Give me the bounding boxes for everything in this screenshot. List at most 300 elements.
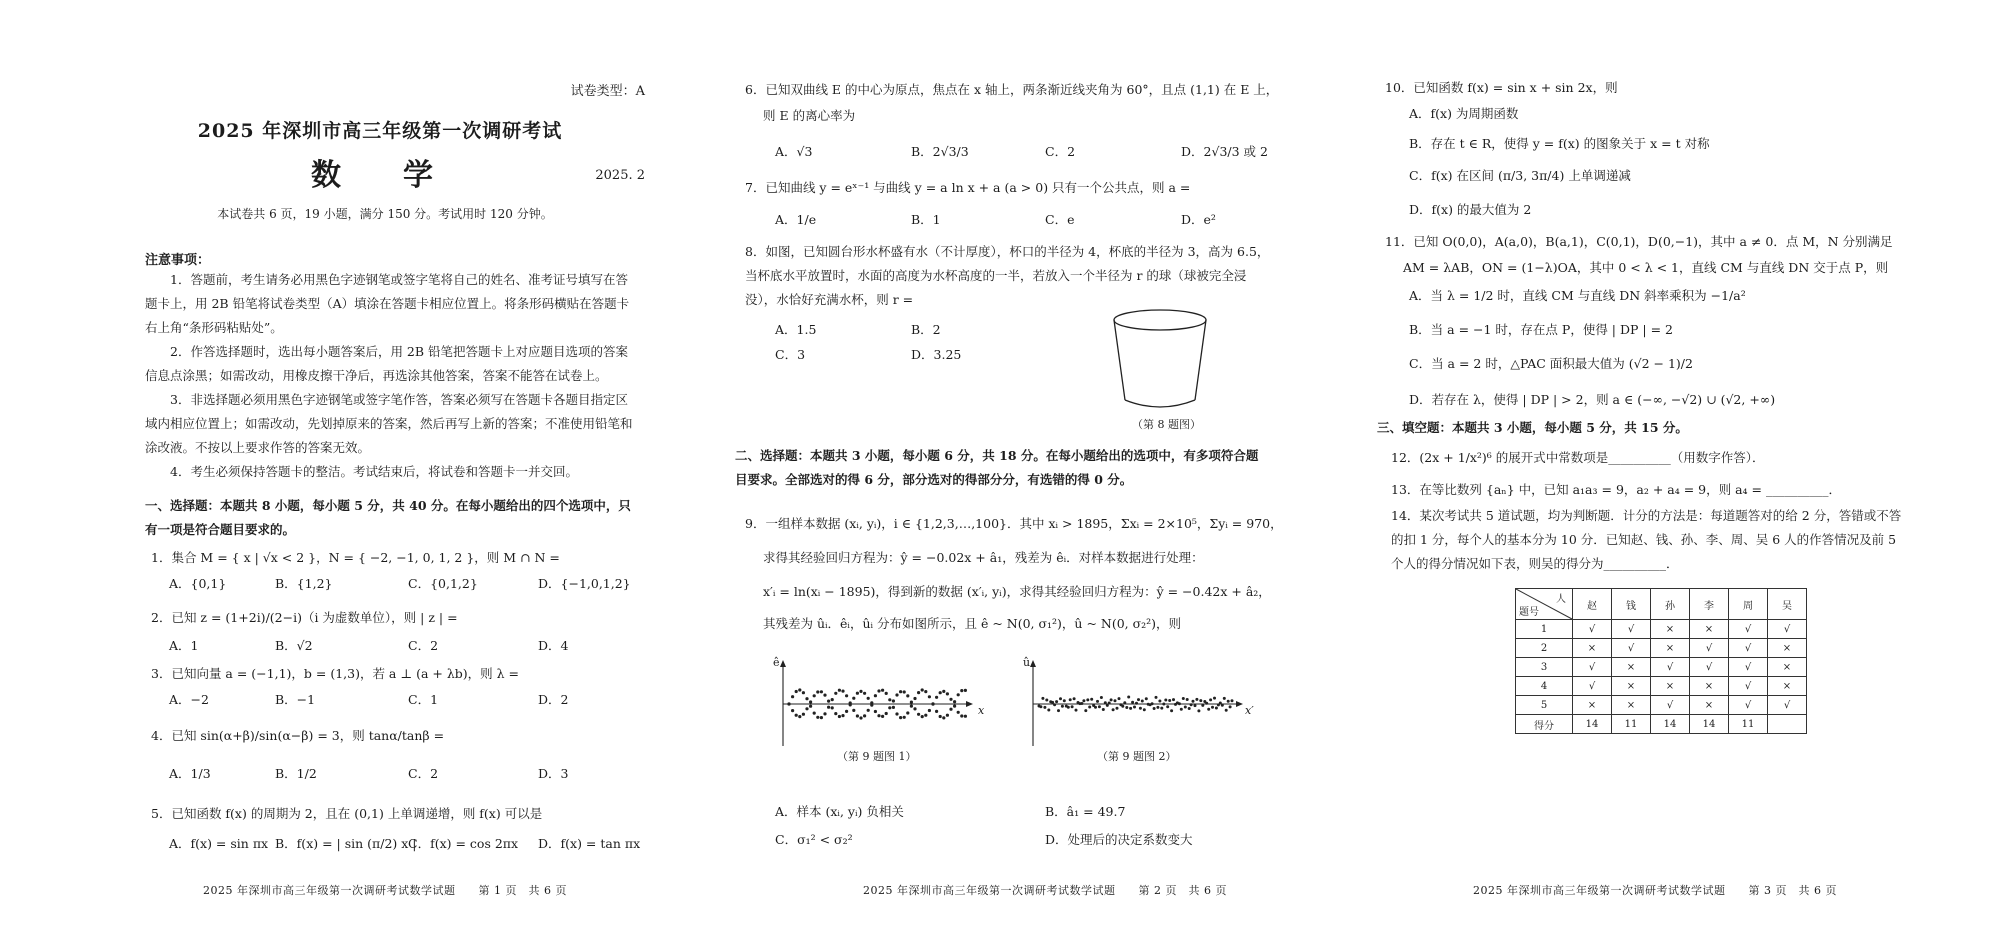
residual-point bbox=[863, 714, 866, 717]
page-3 bbox=[1377, 0, 1935, 946]
table-corner-cell bbox=[1516, 589, 1573, 620]
residual-point bbox=[827, 700, 830, 703]
residual-point bbox=[1207, 708, 1210, 711]
residual-point bbox=[888, 698, 891, 701]
residual-point bbox=[913, 707, 916, 710]
residual-point bbox=[863, 692, 866, 695]
q5-option-a: A．f(x) = sin πx bbox=[169, 836, 269, 851]
question-6-cont: 则 E 的离心率为 bbox=[763, 108, 856, 123]
q7-option-d: D．e² bbox=[1181, 212, 1216, 227]
residual-point bbox=[1096, 700, 1099, 703]
residual-point bbox=[1188, 707, 1191, 710]
table-header-cell: 钱 bbox=[1612, 589, 1651, 620]
residual-point bbox=[1098, 705, 1101, 708]
residual-point bbox=[1090, 698, 1093, 701]
question-11: 11．已知 O(0,0)，A(a,0)，B(a,1)，C(0,1)，D(0,−1)，其中 a ≠ 0．点 M，N 分别满足 bbox=[1385, 234, 1893, 249]
answer-cell: √ bbox=[1729, 658, 1768, 677]
residual-point bbox=[1075, 709, 1078, 712]
q2-option-b: B．√2 bbox=[275, 638, 313, 653]
q10-option-d: D．f(x) 的最大值为 2 bbox=[1409, 202, 1532, 217]
residual-point bbox=[1100, 696, 1103, 699]
residual-point bbox=[1170, 709, 1173, 712]
residual-point bbox=[1057, 709, 1060, 712]
residual-point bbox=[1213, 697, 1216, 700]
residual-point bbox=[813, 694, 816, 697]
residual-point bbox=[823, 712, 826, 715]
q6-option-d: D．2√3/3 或 2 bbox=[1181, 144, 1268, 159]
table-header-cell: 赵 bbox=[1573, 589, 1612, 620]
score-cell: 11 bbox=[1729, 715, 1768, 734]
answer-cell: × bbox=[1573, 639, 1612, 658]
residual-point bbox=[831, 698, 834, 701]
residual-point bbox=[942, 690, 945, 693]
answer-cell: √ bbox=[1690, 658, 1729, 677]
answer-cell: √ bbox=[1768, 696, 1807, 715]
residual-point bbox=[838, 689, 841, 692]
residual-point bbox=[1123, 701, 1126, 704]
residual-point bbox=[1116, 707, 1119, 710]
question-9-line-4: 其残差为 ûᵢ．êᵢ，ûᵢ 分布如图所示，且 ê ~ N(0, σ₁²)，û ~ N(0, σ₂²)，则 bbox=[763, 616, 1182, 631]
table-header-cell: 周 bbox=[1729, 589, 1768, 620]
score-table bbox=[1515, 588, 1807, 734]
question-14: 14．某次考试共 5 道试题，均为判断题．计分的方法是：每道题答对的给 2 分，答错或不答的扣 1 分，每个人的基本分为 10 分．已知赵、钱、孙、李、周、吴 6 人的作答情况及前 5 个人的得分情况如下表，则吴的得分为__________． bbox=[1391, 508, 1902, 571]
q8-option-b: B．2 bbox=[911, 322, 941, 337]
question-1: 1．集合 M = { x | √x < 2 }，N = { −2, −1, 0, 1, 2 }，则 M ∩ N = bbox=[151, 550, 560, 565]
residual-point bbox=[809, 700, 812, 703]
residual-point bbox=[805, 707, 808, 710]
answer-cell: √ bbox=[1573, 620, 1612, 639]
q3-option-c: C．1 bbox=[408, 692, 439, 707]
residual-point bbox=[942, 716, 945, 719]
q6-option-c: C．2 bbox=[1045, 144, 1076, 159]
residual-point bbox=[906, 711, 909, 714]
answer-cell: × bbox=[1612, 696, 1651, 715]
residual-point bbox=[787, 702, 790, 705]
residual-point bbox=[946, 714, 949, 717]
answer-cell: × bbox=[1768, 639, 1807, 658]
answer-cell: × bbox=[1612, 658, 1651, 677]
residual-point bbox=[1059, 697, 1062, 700]
q10-option-c: C．f(x) 在区间 (π/3, 3π/4) 上单调递减 bbox=[1409, 168, 1631, 183]
q10-option-a: A．f(x) 为周期函数 bbox=[1409, 106, 1519, 121]
residual-point bbox=[1227, 700, 1230, 703]
residual-point bbox=[827, 706, 830, 709]
residual-point bbox=[1215, 707, 1218, 710]
answer-cell: √ bbox=[1612, 620, 1651, 639]
residual-point bbox=[960, 714, 963, 717]
plot-1-y-label: ê bbox=[773, 656, 780, 669]
row-label-cell: 2 bbox=[1516, 639, 1573, 658]
residual-point bbox=[1041, 697, 1044, 700]
residual-point bbox=[849, 703, 852, 706]
row-label-cell: 4 bbox=[1516, 677, 1573, 696]
residual-point bbox=[1043, 706, 1046, 709]
residual-point bbox=[877, 714, 880, 717]
residual-point bbox=[1180, 708, 1183, 711]
residual-point bbox=[960, 689, 963, 692]
residual-point bbox=[1086, 698, 1089, 701]
residual-point bbox=[852, 709, 855, 712]
residual-point bbox=[1143, 708, 1146, 711]
residual-point bbox=[874, 694, 877, 697]
residual-point bbox=[1225, 709, 1228, 712]
q2-option-c: C．2 bbox=[408, 638, 439, 653]
residual-point bbox=[1164, 699, 1167, 702]
residual-point bbox=[1063, 699, 1066, 702]
question-10: 10．已知函数 f(x) = sin x + sin 2x，则 bbox=[1385, 80, 1618, 95]
answer-cell: √ bbox=[1768, 620, 1807, 639]
residual-point bbox=[1162, 703, 1165, 706]
plot-2-caption: （第 9 题图 2） bbox=[1097, 750, 1177, 763]
residual-point bbox=[1221, 704, 1224, 707]
corner-bottom-label: 题号 bbox=[1519, 607, 1539, 618]
residual-point bbox=[895, 693, 898, 696]
residual-point bbox=[1139, 707, 1142, 710]
subject-title: 数 学 bbox=[311, 158, 449, 193]
question-12: 12．(2x + 1/x²)⁶ 的展开式中常数项是__________（用数字作答）． bbox=[1391, 450, 1765, 465]
note-2: 2．作答选择题时，选出每小题答案后，用 2B 铅笔把答题卡上对应题目选项的答案信息点涂黑；如需改动，用橡皮擦干净后，再选涂其他答案，答案不能答在试卷上。 bbox=[145, 344, 629, 383]
residual-point bbox=[1186, 698, 1189, 701]
page-footer: 2025 年深圳市高三年级第一次调研考试数学试题 第 1 页 共 6 页 bbox=[203, 884, 567, 897]
residual-point bbox=[1166, 705, 1169, 708]
table-row bbox=[1516, 620, 1807, 639]
table-row bbox=[1516, 696, 1807, 715]
residual-point bbox=[802, 713, 805, 716]
table-row bbox=[1516, 677, 1807, 696]
residual-point bbox=[1061, 705, 1064, 708]
residual-point bbox=[834, 692, 837, 695]
residual-point bbox=[957, 693, 960, 696]
question-9-line-3: x′ᵢ = ln(xᵢ − 1895)，得到新的数据 (x′ᵢ, yᵢ)，求得其经验回归方程为：ŷ = −0.42x + â₂， bbox=[763, 584, 1271, 599]
residual-point bbox=[1168, 699, 1171, 702]
residual-point bbox=[1069, 698, 1072, 701]
page-footer: 2025 年深圳市高三年级第一次调研考试数学试题 第 3 页 共 6 页 bbox=[1473, 884, 1837, 897]
residual-point bbox=[1211, 706, 1214, 709]
answer-cell: × bbox=[1651, 620, 1690, 639]
q4-option-d: D．3 bbox=[538, 766, 569, 781]
table-header-cell: 吴 bbox=[1768, 589, 1807, 620]
residual-point bbox=[795, 714, 798, 717]
q9-option-d: D．处理后的决定系数变大 bbox=[1045, 832, 1193, 847]
answer-cell: × bbox=[1690, 696, 1729, 715]
answer-cell: × bbox=[1768, 677, 1807, 696]
residual-point bbox=[892, 699, 895, 702]
score-cell: 11 bbox=[1612, 715, 1651, 734]
section-1-heading: 一、选择题：本题共 8 小题，每小题 5 分，共 40 分。在每小题给出的四个选项中，只有一项是符合题目要求的。 bbox=[145, 498, 631, 537]
residual-point bbox=[834, 712, 837, 715]
residual-point bbox=[1190, 703, 1193, 706]
answer-cell: √ bbox=[1729, 639, 1768, 658]
note-1: 1．答题前，考生请务必用黑色字迹钢笔或签字笔将自己的姓名、准考证号填写在答题卡上，用 2B 铅笔将试卷类型（A）填涂在答题卡相应位置上。将条形码横贴在答题卡右上角“条形码粘贴处”。 bbox=[145, 272, 630, 335]
q4-option-a: A．1/3 bbox=[169, 766, 211, 781]
residual-point bbox=[1118, 697, 1121, 700]
residual-point bbox=[913, 697, 916, 700]
residual-point bbox=[856, 714, 859, 717]
answer-cell: × bbox=[1651, 639, 1690, 658]
residual-point bbox=[1223, 697, 1226, 700]
question-9: 9．一组样本数据 (xᵢ, yᵢ)，i ∈ {1,2,3,…,100}．其中 xᵢ > 1895，Σxᵢ = 2×10⁵，Σyᵢ = 970， bbox=[745, 516, 1283, 531]
answer-cell: × bbox=[1573, 696, 1612, 715]
q8-figure-caption: （第 8 题图） bbox=[1132, 418, 1201, 431]
q11-option-b: B．当 a = −1 时，存在点 P，使得 | DP | = 2 bbox=[1409, 322, 1673, 337]
residual-point bbox=[1106, 704, 1109, 707]
residual-point bbox=[870, 704, 873, 707]
residual-point bbox=[928, 709, 931, 712]
residual-point bbox=[1039, 705, 1042, 708]
residual-point bbox=[1178, 702, 1181, 705]
residual-point bbox=[935, 710, 938, 713]
notes-heading: 注意事项： bbox=[145, 253, 211, 268]
residual-point bbox=[949, 708, 952, 711]
residual-point bbox=[820, 690, 823, 693]
residual-point bbox=[1145, 697, 1148, 700]
residual-point bbox=[892, 706, 895, 709]
residual-point bbox=[924, 690, 927, 693]
score-row bbox=[1516, 715, 1807, 734]
page-1 bbox=[145, 0, 645, 946]
residual-point bbox=[1153, 707, 1156, 710]
residual-point bbox=[1195, 698, 1198, 701]
residual-point bbox=[867, 709, 870, 712]
table-header-row bbox=[1516, 589, 1807, 620]
residual-point bbox=[1127, 696, 1130, 699]
residual-point bbox=[1182, 697, 1185, 700]
residual-point bbox=[1073, 697, 1076, 700]
residual-point bbox=[924, 714, 927, 717]
residual-point bbox=[953, 705, 956, 708]
q1-option-b: B．{1,2} bbox=[275, 576, 333, 591]
residual-point bbox=[816, 690, 819, 693]
residual-point bbox=[1067, 706, 1070, 709]
plot-1-caption: （第 9 题图 1） bbox=[837, 750, 917, 763]
score-label-cell: 得分 bbox=[1516, 715, 1573, 734]
residual-point bbox=[841, 690, 844, 693]
score-cell: 14 bbox=[1651, 715, 1690, 734]
q1-option-d: D．{−1,0,1,2} bbox=[538, 576, 631, 591]
q5-option-b: B．f(x) = | sin (π/2) x | bbox=[275, 836, 417, 851]
row-label-cell: 1 bbox=[1516, 620, 1573, 639]
residual-point bbox=[1053, 703, 1056, 706]
residual-point bbox=[953, 700, 956, 703]
residual-point bbox=[795, 690, 798, 693]
note-4: 4．考生必须保持答题卡的整洁。考试结束后，将试卷和答题卡一并交回。 bbox=[170, 464, 578, 479]
page-2 bbox=[735, 0, 1295, 946]
residual-point bbox=[805, 697, 808, 700]
q9-option-a: A．样本 (xᵢ, yᵢ) 负相关 bbox=[775, 804, 904, 819]
q5-option-c: C．f(x) = cos 2πx bbox=[408, 836, 519, 851]
question-13: 13．在等比数列 {aₙ} 中，已知 a₁a₃ = 9，a₂ + a₄ = 9，则 a₄ = __________． bbox=[1391, 482, 1841, 497]
frustum-cup-figure bbox=[1105, 308, 1215, 418]
table-row bbox=[1516, 658, 1807, 677]
exam-date: 2025. 2 bbox=[595, 168, 645, 183]
q5-option-d: D．f(x) = tan πx bbox=[538, 836, 641, 851]
q2-option-a: A．1 bbox=[169, 638, 199, 653]
plot-2-x-label: x′ bbox=[1245, 704, 1254, 717]
q8-option-d: D．3.25 bbox=[911, 347, 962, 362]
residual-point bbox=[1199, 699, 1202, 702]
plot-1-x-label: x bbox=[978, 704, 985, 717]
answer-cell: √ bbox=[1690, 639, 1729, 658]
residual-point bbox=[1129, 707, 1132, 710]
residual-point bbox=[1121, 705, 1124, 708]
residual-point bbox=[1172, 698, 1175, 701]
residual-point bbox=[845, 694, 848, 697]
answer-cell: √ bbox=[1573, 658, 1612, 677]
residual-point bbox=[1084, 709, 1087, 712]
residual-point bbox=[802, 691, 805, 694]
answer-cell: × bbox=[1690, 620, 1729, 639]
residual-point bbox=[1125, 706, 1128, 709]
residual-point bbox=[816, 716, 819, 719]
answer-cell: √ bbox=[1729, 677, 1768, 696]
answer-cell: × bbox=[1768, 658, 1807, 677]
residual-point bbox=[1160, 707, 1163, 710]
question-8: 8．如图，已知圆台形水杯盛有水（不计厚度），杯口的半径为 4，杯底的半径为 3，高为 6.5，当杯底水平放置时，水面的高度为水杯高度的一半，若放入一个半径为 r 的球（球被完全浸没），水恰好充满水杯，则 r = bbox=[745, 244, 1270, 307]
residual-point bbox=[823, 694, 826, 697]
residual-point bbox=[1133, 706, 1136, 709]
residual-point bbox=[1071, 705, 1074, 708]
residual-point bbox=[903, 690, 906, 693]
residual-point bbox=[910, 705, 913, 708]
answer-cell: × bbox=[1651, 677, 1690, 696]
residual-point bbox=[820, 716, 823, 719]
residual-point bbox=[1047, 709, 1050, 712]
residual-point bbox=[1114, 699, 1117, 702]
q9-option-c: C．σ₁² < σ₂² bbox=[775, 832, 853, 847]
row-label-cell: 5 bbox=[1516, 696, 1573, 715]
table-row bbox=[1516, 639, 1807, 658]
residual-point bbox=[928, 695, 931, 698]
residual-point bbox=[798, 715, 801, 718]
residual-point bbox=[964, 715, 967, 718]
table-header-cell: 李 bbox=[1690, 589, 1729, 620]
residual-point bbox=[1141, 700, 1144, 703]
residual-point bbox=[939, 691, 942, 694]
residual-point bbox=[903, 716, 906, 719]
residual-point bbox=[885, 712, 888, 715]
residual-point bbox=[964, 689, 967, 692]
residual-point bbox=[885, 692, 888, 695]
residual-point bbox=[1108, 702, 1111, 705]
q9-option-b: B．â₁ = 49.7 bbox=[1045, 804, 1126, 819]
q11-option-d: D．若存在 λ，使得 | DP | > 2，则 a ∈ (−∞, −√2) ∪ (√2, +∞) bbox=[1409, 392, 1776, 407]
q4-option-b: B．1/2 bbox=[275, 766, 317, 781]
question-6: 6．已知双曲线 E 的中心为原点，焦点在 x 轴上，两条渐近线夹角为 60°，且点 (1,1) 在 E 上， bbox=[745, 82, 1279, 97]
q6-option-b: B．2√3/3 bbox=[911, 144, 969, 159]
residual-point bbox=[1080, 702, 1083, 705]
residual-point bbox=[957, 711, 960, 714]
question-3: 3．已知向量 a = (−1,1)，b = (1,3)，若 a ⊥ (a + λb)，则 λ = bbox=[151, 666, 519, 681]
residual-plot-2 bbox=[1025, 660, 1245, 750]
answer-cell: √ bbox=[1651, 658, 1690, 677]
residual-point bbox=[877, 689, 880, 692]
q7-option-c: C．e bbox=[1045, 212, 1075, 227]
question-4: 4．已知 sin(α+β)/sin(α−β) = 3，则 tanα/tanβ = bbox=[151, 728, 445, 743]
residual-point bbox=[939, 715, 942, 718]
residual-point bbox=[1094, 706, 1097, 709]
residual-point bbox=[1055, 700, 1058, 703]
answer-cell: √ bbox=[1729, 620, 1768, 639]
residual-point bbox=[1082, 699, 1085, 702]
residual-point bbox=[859, 716, 862, 719]
residual-point bbox=[867, 697, 870, 700]
residual-point bbox=[813, 712, 816, 715]
residual-point bbox=[1197, 709, 1200, 712]
q7-option-b: B．1 bbox=[911, 212, 941, 227]
residual-point bbox=[1104, 701, 1107, 704]
residual-point bbox=[899, 716, 902, 719]
q3-option-d: D．2 bbox=[538, 692, 569, 707]
residual-point bbox=[910, 701, 913, 704]
residual-point bbox=[881, 689, 884, 692]
exam-title: 2025 年深圳市高三年级第一次调研考试 bbox=[197, 120, 563, 142]
residual-point bbox=[852, 697, 855, 700]
residual-point bbox=[1112, 708, 1115, 711]
residual-point bbox=[831, 706, 834, 709]
residual-point bbox=[921, 688, 924, 691]
residual-point bbox=[1137, 698, 1140, 701]
residual-point bbox=[809, 705, 812, 708]
residual-point bbox=[1135, 702, 1138, 705]
q3-option-b: B．−1 bbox=[275, 692, 316, 707]
residual-point bbox=[1045, 699, 1048, 702]
note-3: 3．非选择题必须用黑色字迹钢笔或签字笔作答，答案必须写在答题卡各题目指定区域内相应位置上；如需改动，先划掉原来的答案，然后再写上新的答案；不准使用铅笔和涂改液。不按以上要求作答的答案无效。 bbox=[145, 392, 633, 455]
answer-cell: √ bbox=[1651, 696, 1690, 715]
residual-point bbox=[881, 715, 884, 718]
paper-type-label: 试卷类型：A bbox=[570, 84, 645, 99]
q8-option-a: A．1.5 bbox=[775, 322, 817, 337]
residual-point bbox=[935, 696, 938, 699]
residual-point bbox=[856, 692, 859, 695]
q10-option-b: B．存在 t ∈ R，使得 y = f(x) 的图象关于 x = t 对称 bbox=[1409, 136, 1710, 151]
q4-option-c: C．2 bbox=[408, 766, 439, 781]
residual-point bbox=[1088, 706, 1091, 709]
residual-point bbox=[1229, 705, 1232, 708]
residual-point bbox=[1192, 700, 1195, 703]
q11-option-c: C．当 a = 2 时，△PAC 面积最大值为 (√2 − 1)/2 bbox=[1409, 356, 1693, 371]
residual-point bbox=[874, 710, 877, 713]
answer-cell: × bbox=[1690, 677, 1729, 696]
question-9-line-2: 求得其经验回归方程为：ŷ = −0.02x + â₁，残差为 êᵢ．对样本数据进行处理： bbox=[763, 550, 1204, 565]
question-2: 2．已知 z = (1+2i)/(2−i)（i 为虚数单位），则 | z | = bbox=[151, 610, 458, 625]
residual-point bbox=[1184, 706, 1187, 709]
residual-point bbox=[888, 706, 891, 709]
residual-point bbox=[1156, 706, 1159, 709]
section-3-heading: 三、填空题：本题共 3 小题，每小题 5 分，共 15 分。 bbox=[1377, 420, 1688, 435]
table-header-cell: 孙 bbox=[1651, 589, 1690, 620]
q1-option-c: C．{0,1,2} bbox=[408, 576, 478, 591]
residual-point bbox=[1151, 702, 1154, 705]
residual-point bbox=[917, 691, 920, 694]
residual-point bbox=[859, 690, 862, 693]
residual-point bbox=[917, 713, 920, 716]
answer-cell: √ bbox=[1729, 696, 1768, 715]
residual-point bbox=[899, 690, 902, 693]
residual-plot-1 bbox=[775, 660, 975, 750]
q2-option-d: D．4 bbox=[538, 638, 569, 653]
exam-intro: 本试卷共 6 页，19 小题，满分 150 分。考试用时 120 分钟。 bbox=[217, 207, 553, 221]
page-footer: 2025 年深圳市高三年级第一次调研考试数学试题 第 2 页 共 6 页 bbox=[863, 884, 1227, 897]
row-label-cell: 3 bbox=[1516, 658, 1573, 677]
q8-option-c: C．3 bbox=[775, 347, 806, 362]
residual-point bbox=[1158, 700, 1161, 703]
residual-point bbox=[791, 695, 794, 698]
residual-point bbox=[1131, 701, 1134, 704]
residual-point bbox=[1110, 698, 1113, 701]
residual-point bbox=[1205, 702, 1208, 705]
residual-point bbox=[1231, 699, 1234, 702]
residual-point bbox=[1051, 701, 1054, 704]
